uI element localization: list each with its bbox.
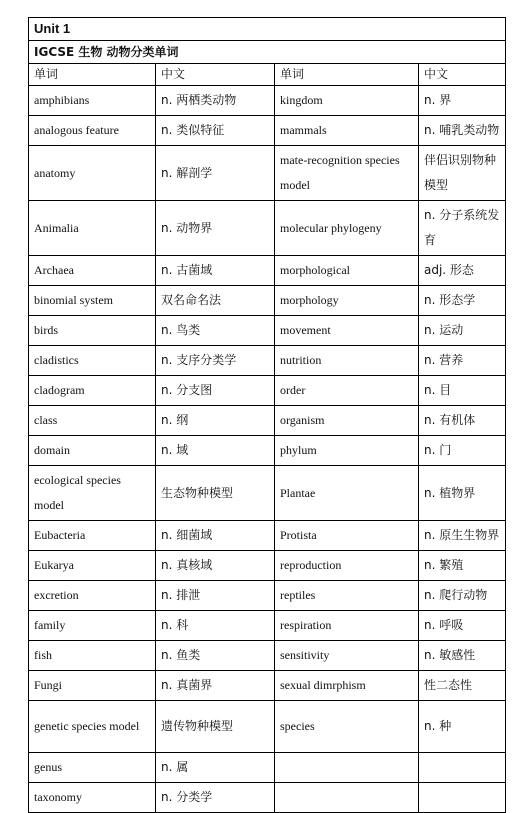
word-left: class xyxy=(29,406,156,436)
table-row xyxy=(29,316,506,346)
chinese-right xyxy=(419,783,506,813)
chinese-left: n. 真核域 xyxy=(156,551,275,581)
chinese-left: n. 鸟类 xyxy=(156,316,275,346)
word-left: genetic species model xyxy=(29,701,156,753)
chinese-right: n. 爬行动物 xyxy=(419,581,506,611)
table-row xyxy=(29,521,506,551)
word-right: Protista xyxy=(275,521,419,551)
chinese-right: adj. 形态 xyxy=(419,256,506,286)
table-row xyxy=(29,753,506,783)
word-right: sexual dimrphism xyxy=(275,671,419,701)
word-right xyxy=(275,783,419,813)
chinese-right xyxy=(419,753,506,783)
word-right: organism xyxy=(275,406,419,436)
chinese-left: n. 科 xyxy=(156,611,275,641)
table-row xyxy=(29,256,506,286)
chinese-left: n. 细菌域 xyxy=(156,521,275,551)
chinese-right: n. 形态学 xyxy=(419,286,506,316)
word-left: Eubacteria xyxy=(29,521,156,551)
header-row xyxy=(29,64,506,86)
chinese-left: n. 两栖类动物 xyxy=(156,86,275,116)
chinese-left: n. 纲 xyxy=(156,406,275,436)
table-row xyxy=(29,436,506,466)
word-left: excretion xyxy=(29,581,156,611)
table-row xyxy=(29,376,506,406)
chinese-left: n. 古菌域 xyxy=(156,256,275,286)
table-row xyxy=(29,116,506,146)
table-row xyxy=(29,466,506,521)
chinese-right: n. 目 xyxy=(419,376,506,406)
table-row xyxy=(29,146,506,201)
word-left: birds xyxy=(29,316,156,346)
table-row xyxy=(29,701,506,753)
word-right: respiration xyxy=(275,611,419,641)
table-row xyxy=(29,551,506,581)
chinese-right: n. 门 xyxy=(419,436,506,466)
header-word-1: 单词 xyxy=(29,64,156,86)
word-right: reptiles xyxy=(275,581,419,611)
word-right: reproduction xyxy=(275,551,419,581)
table-row xyxy=(29,406,506,436)
word-right xyxy=(275,753,419,783)
table-row xyxy=(29,286,506,316)
chinese-right: n. 运动 xyxy=(419,316,506,346)
chinese-right: n. 分子系统发育 xyxy=(419,201,506,256)
chinese-right: n. 哺乳类动物 xyxy=(419,116,506,146)
word-right: kingdom xyxy=(275,86,419,116)
chinese-left: n. 鱼类 xyxy=(156,641,275,671)
header-chinese-2: 中文 xyxy=(419,64,506,86)
word-right: morphology xyxy=(275,286,419,316)
word-left: Animalia xyxy=(29,201,156,256)
header-chinese-1: 中文 xyxy=(156,64,275,86)
chinese-left: n. 解剖学 xyxy=(156,146,275,201)
chinese-left: 双名命名法 xyxy=(156,286,275,316)
word-left: cladogram xyxy=(29,376,156,406)
word-right: movement xyxy=(275,316,419,346)
header-word-2: 单词 xyxy=(275,64,419,86)
word-left: Archaea xyxy=(29,256,156,286)
chinese-left: n. 域 xyxy=(156,436,275,466)
table-row xyxy=(29,346,506,376)
table-row xyxy=(29,581,506,611)
word-left: Eukarya xyxy=(29,551,156,581)
word-left: analogous feature xyxy=(29,116,156,146)
chinese-right: n. 敏感性 xyxy=(419,641,506,671)
word-left: taxonomy xyxy=(29,783,156,813)
chinese-right: n. 呼吸 xyxy=(419,611,506,641)
word-right: nutrition xyxy=(275,346,419,376)
word-left: domain xyxy=(29,436,156,466)
table-row xyxy=(29,611,506,641)
word-right: mate-recognition species model xyxy=(275,146,419,201)
word-right: molecular phylogeny xyxy=(275,201,419,256)
chinese-right: n. 有机体 xyxy=(419,406,506,436)
word-left: cladistics xyxy=(29,346,156,376)
chinese-right: n. 原生生物界 xyxy=(419,521,506,551)
word-right: sensitivity xyxy=(275,641,419,671)
page-subtitle: IGCSE 生物 动物分类单词 xyxy=(29,41,506,64)
subtitle-row xyxy=(29,41,506,64)
word-left: genus xyxy=(29,753,156,783)
table-row xyxy=(29,671,506,701)
chinese-left: 生态物种模型 xyxy=(156,466,275,521)
chinese-left: n. 支序分类学 xyxy=(156,346,275,376)
word-right: species xyxy=(275,701,419,753)
word-left: fish xyxy=(29,641,156,671)
chinese-right: n. 营养 xyxy=(419,346,506,376)
table-row xyxy=(29,201,506,256)
table-row xyxy=(29,641,506,671)
word-left: family xyxy=(29,611,156,641)
chinese-left: n. 真菌界 xyxy=(156,671,275,701)
word-left: Fungi xyxy=(29,671,156,701)
word-right: order xyxy=(275,376,419,406)
word-left: ecological species model xyxy=(29,466,156,521)
word-left: amphibians xyxy=(29,86,156,116)
word-left: binomial system xyxy=(29,286,156,316)
chinese-right: 性二态性 xyxy=(419,671,506,701)
word-right: morphological xyxy=(275,256,419,286)
chinese-right: n. 种 xyxy=(419,701,506,753)
chinese-left: n. 属 xyxy=(156,753,275,783)
chinese-left: n. 分支图 xyxy=(156,376,275,406)
chinese-left: n. 分类学 xyxy=(156,783,275,813)
table-row xyxy=(29,783,506,813)
unit-title-row xyxy=(29,18,506,41)
word-right: Plantae xyxy=(275,466,419,521)
chinese-right: n. 植物界 xyxy=(419,466,506,521)
vocabulary-table xyxy=(28,17,506,813)
unit-title: Unit 1 xyxy=(29,18,506,41)
chinese-left: n. 类似特征 xyxy=(156,116,275,146)
chinese-left: n. 动物界 xyxy=(156,201,275,256)
word-right: mammals xyxy=(275,116,419,146)
chinese-left: 遗传物种模型 xyxy=(156,701,275,753)
chinese-right: n. 界 xyxy=(419,86,506,116)
table-row xyxy=(29,86,506,116)
word-right: phylum xyxy=(275,436,419,466)
vocabulary-table-body xyxy=(29,18,506,813)
word-left: anatomy xyxy=(29,146,156,201)
chinese-right: 伴侣识别物种模型 xyxy=(419,146,506,201)
chinese-right: n. 繁殖 xyxy=(419,551,506,581)
chinese-left: n. 排泄 xyxy=(156,581,275,611)
